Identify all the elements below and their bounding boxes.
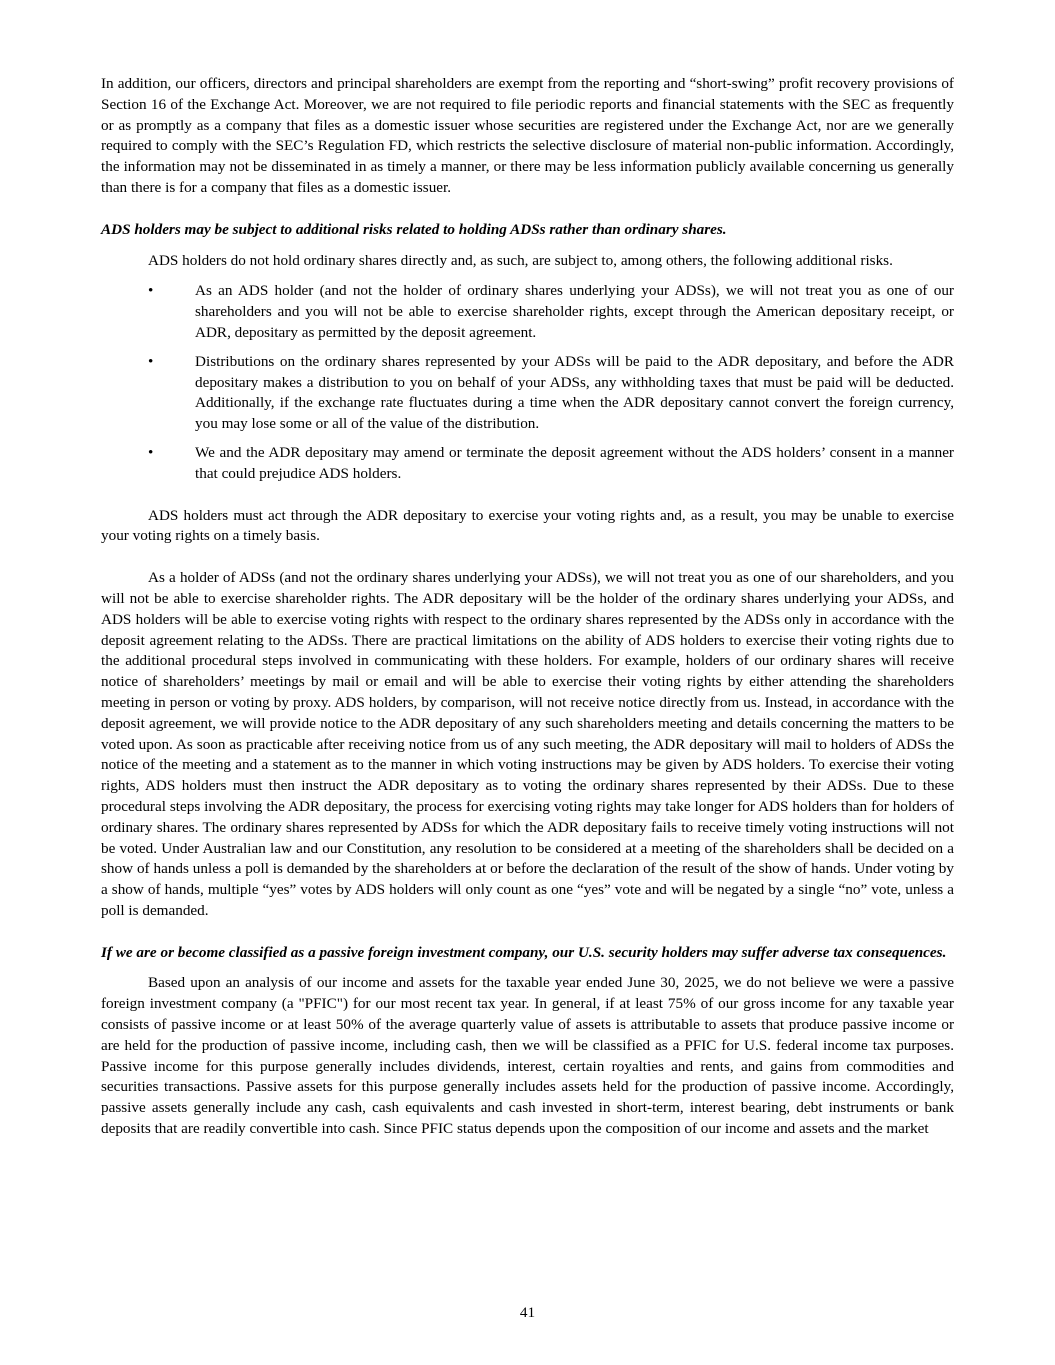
- paragraph-voting-rights-detail: As a holder of ADSs (and not the ordinary shares underlying your ADSs), we will not treat you as one of our shareholders, and you will not be able to exercise shareholder rights. The ADR depositary will be the holder of the ordinary shares underlying your ADSs, and ADS holders will be able to exercise voting rights with respect to the ordinary shares represented by the ADSs only in accordance with the deposit agreement relating to the ADSs. There are practical limitations on the ability of ADS holders to exercise their voting rights due to the additional procedural steps involved in communicating with these holders. For example, holders of our ordinary shares will receive notice of shareholders’ meetings by mail or email and will be able to exercise their voting rights by either attending the shareholders meeting in person or voting by proxy. ADS holders, by comparison, will not receive notice directly from us. Instead, in accordance with the deposit agreement, we will provide notice to the ADR depositary of any such shareholders meeting and details concerning the matters to be voted upon. As soon as practicable after receiving notice from us of any such meeting, the ADR depositary will mail to holders of ADSs the notice of the meeting and a statement as to the manner in which voting instructions may be given by ADS holders. To exercise their voting rights, ADS holders must then instruct the ADR depositary as to voting the ordinary shares represented by their ADSs. Due to these procedural steps involving the ADR depositary, the process for exercising voting rights may take longer for ADS holders than for holders of ordinary shares. The ordinary shares represented by ADSs for which the ADR depositary fails to receive timely voting instructions will not be voted. Under Australian law and our Constitution, any resolution to be considered at a meeting of the shareholders shall be decided on a show of hands unless a poll is demanded by the shareholders at or before the declaration of the result of the show of hands. Under voting by a show of hands, multiple “yes” votes by ADS holders will only count as one “yes” vote and will be negated by a single “no” vote, unless a poll is demanded.: [101, 569, 954, 919]
- bullet-text: Distributions on the ordinary shares represented by your ADSs will be paid to the ADR depositary, and before the ADR depositary makes a distribution to you on behalf of your ADSs, any withholding taxes that must be paid will be deducted. Additionally, if the exchange rate fluctuates during a time when the ADR depositary cannot convert the foreign currency, you may lose some or all of the value of the distribution.: [195, 352, 954, 433]
- bullet-text: As an ADS holder (and not the holder of ordinary shares underlying your ADSs), we will not treat you as one of our shareholders and you will not be able to exercise shareholder rights, except through the American depositary receipt, or ADR, depositary as permitted by the deposit agreement.: [195, 282, 954, 341]
- bullet-item: [101, 443, 954, 485]
- bullet-text: We and the ADR depositary may amend or terminate the deposit agreement without the ADS holders’ consent in a manner that could prejudice ADS holders.: [195, 443, 954, 482]
- bullet-icon: •: [148, 282, 154, 300]
- paragraph-voting-rights-summary: ADS holders must act through the ADR depositary to exercise your voting rights and, as a result, you may be unable to exercise your voting rights on a timely basis.: [101, 506, 954, 545]
- bullet-icon: •: [148, 443, 154, 461]
- page-number: 41: [519, 1304, 536, 1321]
- heading-pfic: If we are or become classified as a passive foreign investment company, our U.S. security holders may suffer adverse tax consequences.: [101, 943, 947, 961]
- bullet-icon: •: [148, 352, 154, 370]
- document-page: [101, 74, 954, 1140]
- bullet-item: [101, 352, 954, 435]
- bullet-item: [101, 281, 954, 343]
- heading-ads-risks: ADS holders may be subject to additional risks related to holding ADSs rather than ordinary shares.: [101, 220, 727, 238]
- paragraph-ads-intro: ADS holders do not hold ordinary shares directly and, as such, are subject to, among others, the following additional risks.: [148, 251, 893, 269]
- paragraph-reporting-exemptions: In addition, our officers, directors and principal shareholders are exempt from the reporting and “short-swing” profit recovery provisions of Section 16 of the Exchange Act. Moreover, we are not required to file periodic reports and financial statements with the SEC as frequently or as promptly as a company that files as a domestic issuer whose securities are registered under the Exchange Act, nor are we generally required to comply with the SEC’s Regulation FD, which restricts the selective disclosure of material non-public information. Accordingly, the information may not be disseminated in as timely a manner, or there may be less information publicly available concerning us generally than there is for a company that files as a domestic issuer.: [101, 75, 954, 196]
- paragraph-pfic: Based upon an analysis of our income and assets for the taxable year ended June 30, 2025, we do not believe we were a passive foreign investment company (a "PFIC") for our most recent tax year. In general, if at least 75% of our gross income for any taxable year consists of passive income or at least 50% of the average quarterly value of assets is attributable to assets that produce passive income or are held for the production of passive income, including cash, then we will be classified as a PFIC for U.S. federal income tax purposes. Passive income for this purpose generally includes dividends, interest, certain royalties and rents, and gains from commodities and securities transactions. Passive assets for this purpose generally includes assets held for the production of passive income. Accordingly, passive assets generally include any cash, cash equivalents and cash invested in short-term, interest bearing, debt instruments or bank deposits that are readily convertible into cash. Since PFIC status depends upon the composition of our income and assets and the market: [101, 974, 954, 1138]
